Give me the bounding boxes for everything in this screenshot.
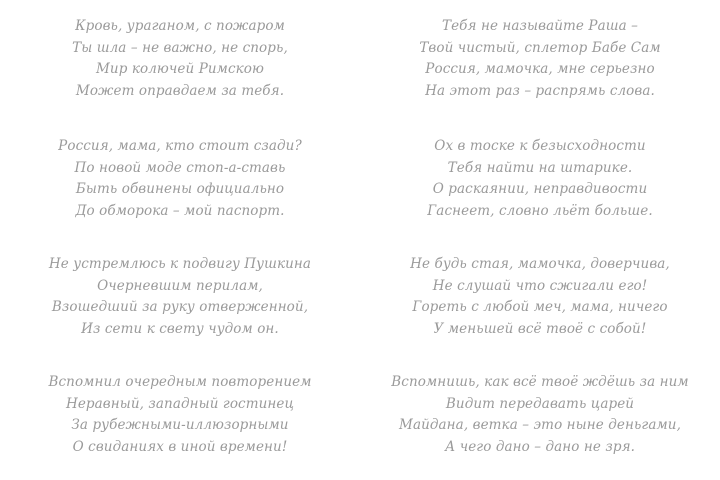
poem-line: Ох в тоске к безысходности [434, 138, 646, 154]
poem-line: Может оправдаем за тебя. [75, 82, 285, 99]
poem-line: Тебя не называйте Раша – [441, 18, 639, 34]
poem-line: Быть обвинены официально [75, 181, 285, 197]
poem-line: Не устремлюсь к подвигу Пушкина [48, 256, 312, 272]
poem-line: До обморока – мой паспорт. [75, 202, 285, 219]
poem-line: Ты шла – не важно, не спорь, [72, 39, 288, 56]
poem-line: Майдана, ветка – это ныне деньгами, [399, 417, 681, 433]
poem-line: О свиданиях в иной времени! [72, 438, 288, 455]
right-column [360, 0, 720, 480]
stanza-left-1 [0, 16, 360, 102]
poem-line: О раскаянии, неправдивости [432, 181, 648, 197]
poem-line: Из сети к свету чудом он. [81, 320, 279, 337]
poem-line: Твой чистый, сплетор Бабе Сам [419, 39, 661, 56]
poem-line: Видит передавать царей [445, 395, 635, 412]
poem-line: У меньшей всё твоё с собой! [433, 320, 647, 337]
poem-line: Взошедший за руку отверженной, [51, 299, 309, 315]
poem-line: Россия, мамочка, мне серьезно [425, 61, 655, 77]
poem-line: Мир колючей Римскою [96, 61, 264, 77]
poem-line: По новой моде стоп-а-ставь [74, 159, 286, 176]
poem-line: Вспомнишь, как всё твоё ждёшь за ним [391, 374, 689, 390]
poem-line: Кровь, ураганом, с пожаром [75, 18, 285, 34]
poem-line: На этот раз – распрямь слова. [425, 82, 655, 99]
poem-line: А чего дано – дано не зря. [444, 438, 636, 455]
poem-line: За рубежными-иллюзорными [71, 417, 289, 433]
poem-line: Гореть с любой меч, мама, ничего [412, 299, 668, 315]
poem-line: Вспомнил очередным повторением [48, 374, 312, 390]
stanza-left-4 [0, 372, 360, 458]
stanza-right-3 [360, 254, 720, 340]
poem-line: Не слушай что сжигали его! [432, 277, 648, 294]
poem-line: Очерневшим перилам, [97, 277, 263, 294]
poem-line: Неравный, западный гостинец [65, 395, 295, 412]
stanza-right-4 [360, 372, 720, 458]
stanza-left-3 [0, 254, 360, 340]
poem-line: Не будь стая, мамочка, доверчива, [410, 256, 670, 272]
stanza-left-2 [0, 136, 360, 222]
stanza-right-1 [360, 16, 720, 102]
stanza-right-2 [360, 136, 720, 222]
poem-line: Тебя найти на штарике. [447, 159, 633, 176]
poem-line: Гаснеет, словно льёт больше. [427, 202, 653, 219]
poem-line: Россия, мама, кто стоит сзади? [58, 138, 302, 154]
